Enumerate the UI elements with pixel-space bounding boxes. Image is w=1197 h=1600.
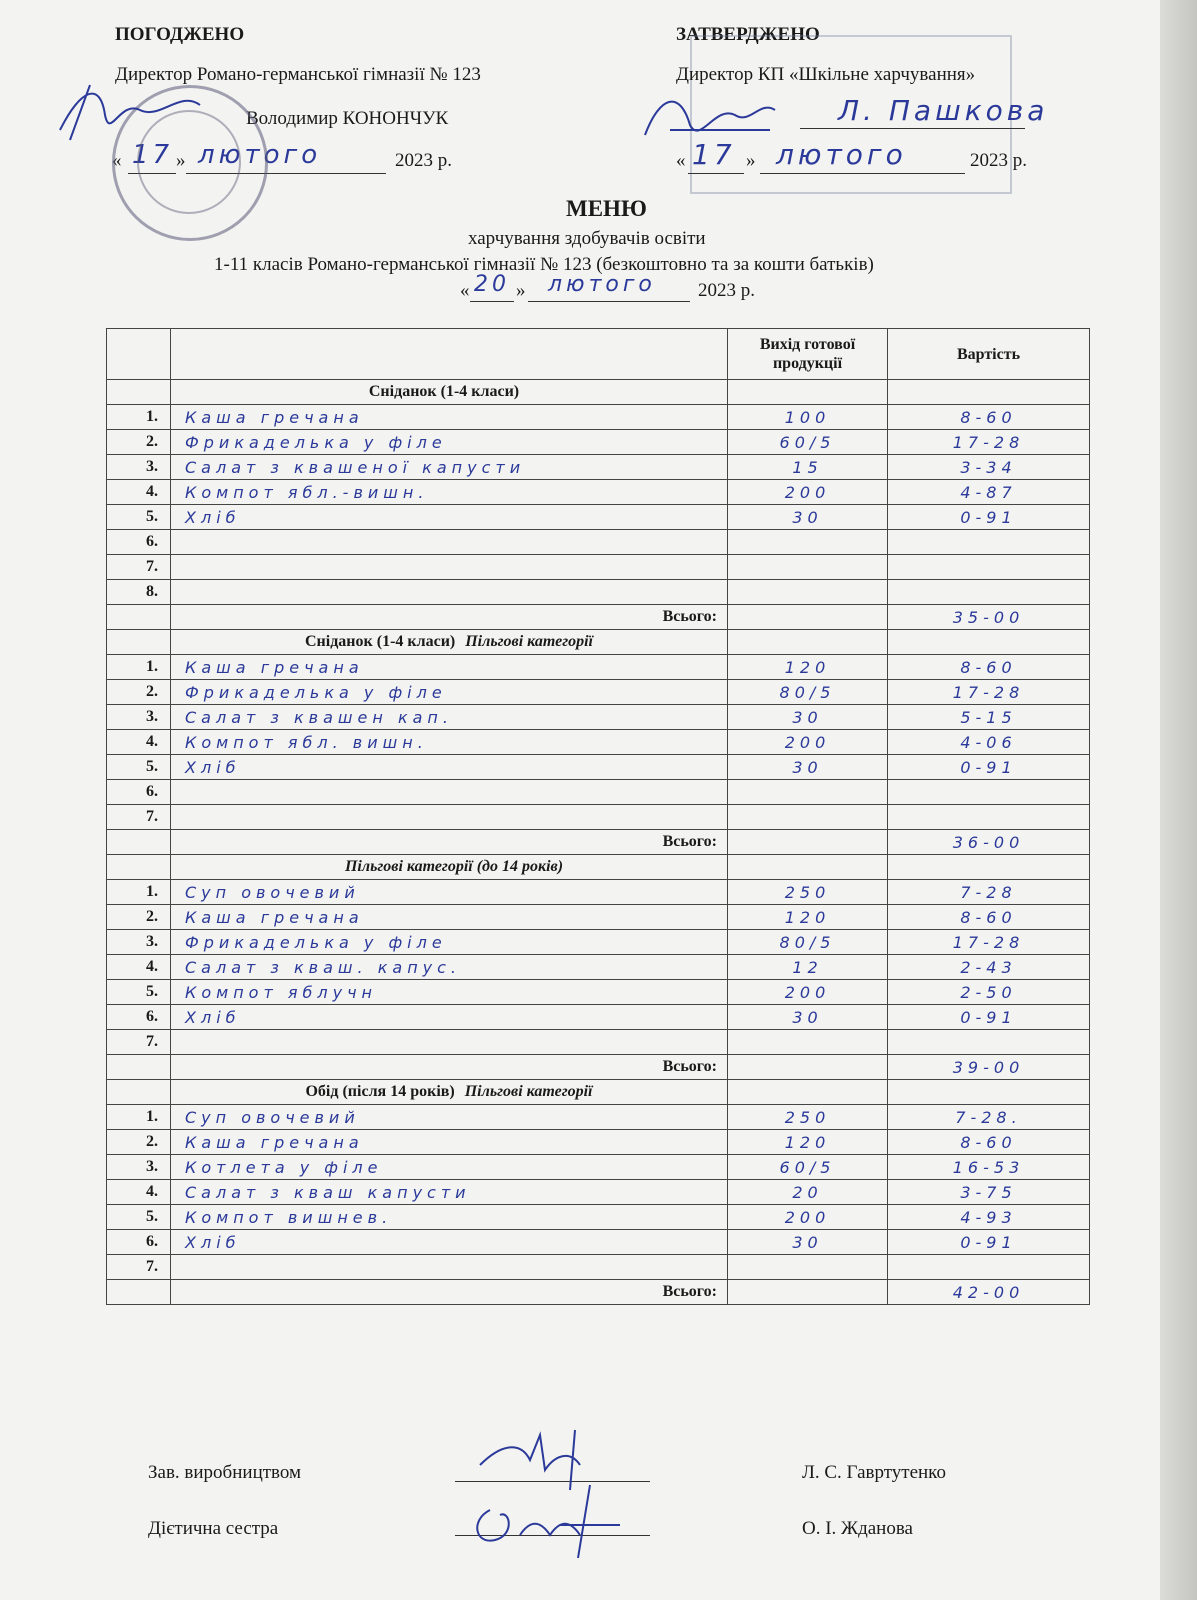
table-header-row	[107, 329, 1090, 380]
dish-output	[728, 555, 888, 580]
table-row	[107, 730, 1090, 755]
dish-cost	[888, 780, 1090, 805]
menu-date-month: лютого	[548, 272, 656, 297]
section-title: Обід (після 14 років)	[305, 1083, 455, 1100]
total-output-cell	[728, 1280, 888, 1305]
table-row	[107, 780, 1090, 805]
row-number: 2.	[107, 1130, 171, 1155]
table-row	[107, 405, 1090, 430]
row-number: 4.	[107, 955, 171, 980]
header-output-cell: Вихід готової продукції	[728, 329, 888, 380]
row-number: 2.	[107, 430, 171, 455]
dish-name: Салат з квашен кап.	[171, 705, 728, 730]
dish-cost: 3-34	[888, 455, 1090, 480]
section-output-cell	[728, 1080, 888, 1105]
dish-name: Фрикаделька у філе	[171, 930, 728, 955]
dish-cost: 7-28	[888, 880, 1090, 905]
dish-cost: 17-28	[888, 680, 1090, 705]
row-number: 4.	[107, 1180, 171, 1205]
dish-output: 80/5	[728, 930, 888, 955]
dish-output: 30	[728, 1230, 888, 1255]
table-row	[107, 480, 1090, 505]
dish-name: Котлета у філе	[171, 1155, 728, 1180]
section-title-cell	[171, 380, 728, 405]
row-number: 1.	[107, 655, 171, 680]
table-row	[107, 880, 1090, 905]
dish-name: Каша гречана	[171, 405, 728, 430]
section-subtitle: Пільгові категорії (до 14 років)	[344, 858, 564, 875]
dish-cost: 7-28.	[888, 1105, 1090, 1130]
approval-right-date-mid: »	[746, 150, 756, 171]
row-number: 5.	[107, 755, 171, 780]
total-output-cell	[728, 605, 888, 630]
row-number: 6.	[107, 780, 171, 805]
table-row	[107, 555, 1090, 580]
row-number: 7.	[107, 1255, 171, 1280]
row-number: 4.	[107, 480, 171, 505]
dish-name: Суп овочевий	[171, 1105, 728, 1130]
total-label: Всього:	[171, 830, 728, 855]
total-label: Всього:	[171, 1280, 728, 1305]
approval-right-signature-name: Л. Пашкова	[838, 94, 1049, 127]
date-underline	[760, 173, 965, 174]
dish-cost: 4-06	[888, 730, 1090, 755]
dish-name: Хліб	[171, 1005, 728, 1030]
row-number: 3.	[107, 930, 171, 955]
row-number: 7.	[107, 1030, 171, 1055]
dish-cost: 0-91	[888, 505, 1090, 530]
dish-output: 200	[728, 1205, 888, 1230]
dish-name	[171, 1255, 728, 1280]
dish-output: 100	[728, 405, 888, 430]
total-number-cell	[107, 1055, 171, 1080]
dish-output: 15	[728, 455, 888, 480]
table-row	[107, 955, 1090, 980]
section-number-cell	[107, 855, 171, 880]
row-number: 3.	[107, 1155, 171, 1180]
dish-name	[171, 1030, 728, 1055]
dish-name: Салат з квашеної капусти	[171, 455, 728, 480]
approval-right-date-month: лютого	[776, 138, 907, 171]
approval-left-date-month: лютого	[198, 140, 322, 170]
dish-cost: 8-60	[888, 655, 1090, 680]
dish-cost: 4-93	[888, 1205, 1090, 1230]
section-title: Сніданок (1-4 класи)	[368, 383, 520, 400]
dish-name	[171, 530, 728, 555]
dish-cost: 2-50	[888, 980, 1090, 1005]
table-row	[107, 1105, 1090, 1130]
section-header-row	[107, 630, 1090, 655]
background-surface	[1160, 0, 1197, 1600]
section-title-cell	[171, 1080, 728, 1105]
dish-output: 12	[728, 955, 888, 980]
approval-right-title: ЗАТВЕРДЖЕНО	[676, 24, 820, 45]
dish-cost	[888, 1030, 1090, 1055]
total-number-cell	[107, 605, 171, 630]
footer-name-dietitian: О. І. Жданова	[802, 1518, 913, 1539]
table-row	[107, 1230, 1090, 1255]
table-row	[107, 455, 1090, 480]
section-title-cell	[171, 855, 728, 880]
section-cost-cell	[888, 630, 1090, 655]
table-row	[107, 705, 1090, 730]
table-row	[107, 980, 1090, 1005]
footer-role-production: Зав. виробництвом	[148, 1462, 302, 1483]
dish-cost	[888, 555, 1090, 580]
section-number-cell	[107, 380, 171, 405]
section-output-cell	[728, 380, 888, 405]
approval-left-date-day: 17	[132, 140, 174, 170]
row-number: 3.	[107, 455, 171, 480]
table-row	[107, 1155, 1090, 1180]
section-cost-cell	[888, 855, 1090, 880]
dish-output: 200	[728, 730, 888, 755]
table-row	[107, 655, 1090, 680]
row-number: 6.	[107, 1230, 171, 1255]
footer-role-dietitian: Дієтична сестра	[148, 1518, 279, 1539]
table-row	[107, 505, 1090, 530]
header-number-cell	[107, 329, 171, 380]
dish-output: 60/5	[728, 1155, 888, 1180]
header-cost-cell: Вартість	[888, 329, 1090, 380]
dish-name: Суп овочевий	[171, 880, 728, 905]
dish-output: 200	[728, 980, 888, 1005]
dish-name: Компот яблучн	[171, 980, 728, 1005]
table-row	[107, 580, 1090, 605]
row-number: 7.	[107, 555, 171, 580]
approval-right-position: Директор КП «Шкільне харчування»	[676, 64, 976, 85]
row-number: 1.	[107, 405, 171, 430]
table-row	[107, 430, 1090, 455]
table-row	[107, 1130, 1090, 1155]
dish-output: 30	[728, 505, 888, 530]
section-number-cell	[107, 1080, 171, 1105]
dish-name: Компот ябл.-вишн.	[171, 480, 728, 505]
dish-output	[728, 1255, 888, 1280]
dish-cost: 0-91	[888, 755, 1090, 780]
approval-right-date-open: «	[676, 150, 686, 171]
table-row	[107, 1180, 1090, 1205]
header-dish-cell	[171, 329, 728, 380]
dish-output: 120	[728, 1130, 888, 1155]
dish-cost: 16-53	[888, 1155, 1090, 1180]
menu-title: МЕНЮ	[566, 196, 647, 221]
section-cost-cell	[888, 380, 1090, 405]
total-label: Всього:	[171, 605, 728, 630]
dish-cost: 8-60	[888, 405, 1090, 430]
menu-date-day: 20	[474, 272, 510, 297]
row-number: 5.	[107, 505, 171, 530]
dish-cost: 4-87	[888, 480, 1090, 505]
dish-name: Хліб	[171, 505, 728, 530]
total-cost: 35-00	[888, 605, 1090, 630]
table-row	[107, 1205, 1090, 1230]
dish-cost: 17-28	[888, 930, 1090, 955]
table-row	[107, 905, 1090, 930]
dish-output	[728, 805, 888, 830]
date-underline	[470, 301, 514, 302]
dish-output	[728, 1030, 888, 1055]
total-cost: 39-00	[888, 1055, 1090, 1080]
dietitian-signature	[460, 1480, 630, 1560]
total-label: Всього:	[171, 1055, 728, 1080]
dish-name	[171, 805, 728, 830]
section-output-cell	[728, 855, 888, 880]
date-underline	[528, 301, 690, 302]
dish-output: 60/5	[728, 430, 888, 455]
total-row	[107, 1280, 1090, 1305]
dish-output: 20	[728, 1180, 888, 1205]
dish-cost: 8-60	[888, 905, 1090, 930]
dish-name	[171, 780, 728, 805]
dish-cost: 0-91	[888, 1230, 1090, 1255]
dish-output	[728, 580, 888, 605]
dish-output	[728, 530, 888, 555]
dish-name: Фрикаделька у філе	[171, 680, 728, 705]
dish-name: Каша гречана	[171, 655, 728, 680]
dish-output: 200	[728, 480, 888, 505]
row-number: 2.	[107, 905, 171, 930]
dish-output: 120	[728, 905, 888, 930]
table-row	[107, 1005, 1090, 1030]
section-header-row	[107, 380, 1090, 405]
dish-output: 30	[728, 755, 888, 780]
total-number-cell	[107, 830, 171, 855]
dish-name: Фрикаделька у філе	[171, 430, 728, 455]
dish-cost: 5-15	[888, 705, 1090, 730]
dish-output	[728, 780, 888, 805]
dish-cost: 2-43	[888, 955, 1090, 980]
row-number: 1.	[107, 880, 171, 905]
dish-output: 250	[728, 1105, 888, 1130]
approval-left-date-open: «	[112, 150, 122, 171]
menu-date-mid: »	[516, 280, 526, 301]
section-output-cell	[728, 630, 888, 655]
row-number: 5.	[107, 980, 171, 1005]
approval-left-position: Директор Романо-германської гімназії № 123	[115, 64, 481, 85]
approval-left-title: ПОГОДЖЕНО	[115, 24, 245, 45]
dish-cost: 17-28	[888, 430, 1090, 455]
total-row	[107, 1055, 1090, 1080]
dish-name: Компот ябл. вишн.	[171, 730, 728, 755]
table-row	[107, 930, 1090, 955]
menu-date-open: «	[460, 280, 470, 301]
table-row	[107, 755, 1090, 780]
approval-left-date-mid: »	[176, 150, 186, 171]
total-cost: 36-00	[888, 830, 1090, 855]
row-number: 4.	[107, 730, 171, 755]
total-cost: 42-00	[888, 1280, 1090, 1305]
footer-name-production: Л. С. Гавртутенко	[802, 1462, 946, 1483]
table-row	[107, 1255, 1090, 1280]
date-underline	[688, 173, 744, 174]
approval-right-date-year: 2023 р.	[970, 150, 1027, 171]
dish-cost	[888, 805, 1090, 830]
dish-cost	[888, 1255, 1090, 1280]
dish-output: 250	[728, 880, 888, 905]
dish-output: 80/5	[728, 680, 888, 705]
total-row	[107, 830, 1090, 855]
row-number: 7.	[107, 805, 171, 830]
dish-output: 120	[728, 655, 888, 680]
table-row	[107, 1030, 1090, 1055]
row-number: 5.	[107, 1205, 171, 1230]
signature-underline	[800, 128, 1025, 129]
row-number: 1.	[107, 1105, 171, 1130]
section-title: Сніданок (1-4 класи)	[304, 633, 456, 650]
dish-name: Салат з кваш. капус.	[171, 955, 728, 980]
section-number-cell	[107, 630, 171, 655]
menu-subtitle-line2: 1-11 класів Романо-германської гімназії № 123 (безкоштовно та за кошти батьків)	[214, 254, 874, 275]
total-row	[107, 605, 1090, 630]
section-subtitle: Пільгові категорії	[464, 1083, 593, 1100]
dish-output: 30	[728, 705, 888, 730]
total-output-cell	[728, 830, 888, 855]
dish-name: Салат з кваш капусти	[171, 1180, 728, 1205]
table-row	[107, 680, 1090, 705]
section-cost-cell	[888, 1080, 1090, 1105]
section-header-row	[107, 855, 1090, 880]
approval-left-name: Володимир КОНОНЧУК	[246, 108, 449, 129]
section-header-row	[107, 1080, 1090, 1105]
row-number: 6.	[107, 530, 171, 555]
section-title-cell	[171, 630, 728, 655]
menu-date-year: 2023 р.	[698, 280, 755, 301]
dish-name: Хліб	[171, 755, 728, 780]
menu-table	[106, 328, 1090, 1305]
table-row	[107, 805, 1090, 830]
dish-name: Компот вишнев.	[171, 1205, 728, 1230]
approval-right-date-day: 17	[692, 138, 736, 171]
dish-cost: 8-60	[888, 1130, 1090, 1155]
dish-cost	[888, 530, 1090, 555]
dish-cost: 0-91	[888, 1005, 1090, 1030]
dish-name	[171, 555, 728, 580]
section-subtitle: Пільгові категорії	[465, 633, 593, 650]
approval-left-date-year: 2023 р.	[395, 150, 452, 171]
dish-name: Каша гречана	[171, 905, 728, 930]
table-row	[107, 530, 1090, 555]
row-number: 2.	[107, 680, 171, 705]
dish-cost	[888, 580, 1090, 605]
row-number: 6.	[107, 1005, 171, 1030]
dish-cost: 3-75	[888, 1180, 1090, 1205]
row-number: 3.	[107, 705, 171, 730]
director-signature-left	[50, 70, 240, 150]
total-number-cell	[107, 1280, 171, 1305]
dish-name: Хліб	[171, 1230, 728, 1255]
row-number: 8.	[107, 580, 171, 605]
dish-name	[171, 580, 728, 605]
menu-subtitle-line1: харчування здобувачів освіти	[468, 228, 706, 249]
dish-name: Каша гречана	[171, 1130, 728, 1155]
dish-output: 30	[728, 1005, 888, 1030]
total-output-cell	[728, 1055, 888, 1080]
